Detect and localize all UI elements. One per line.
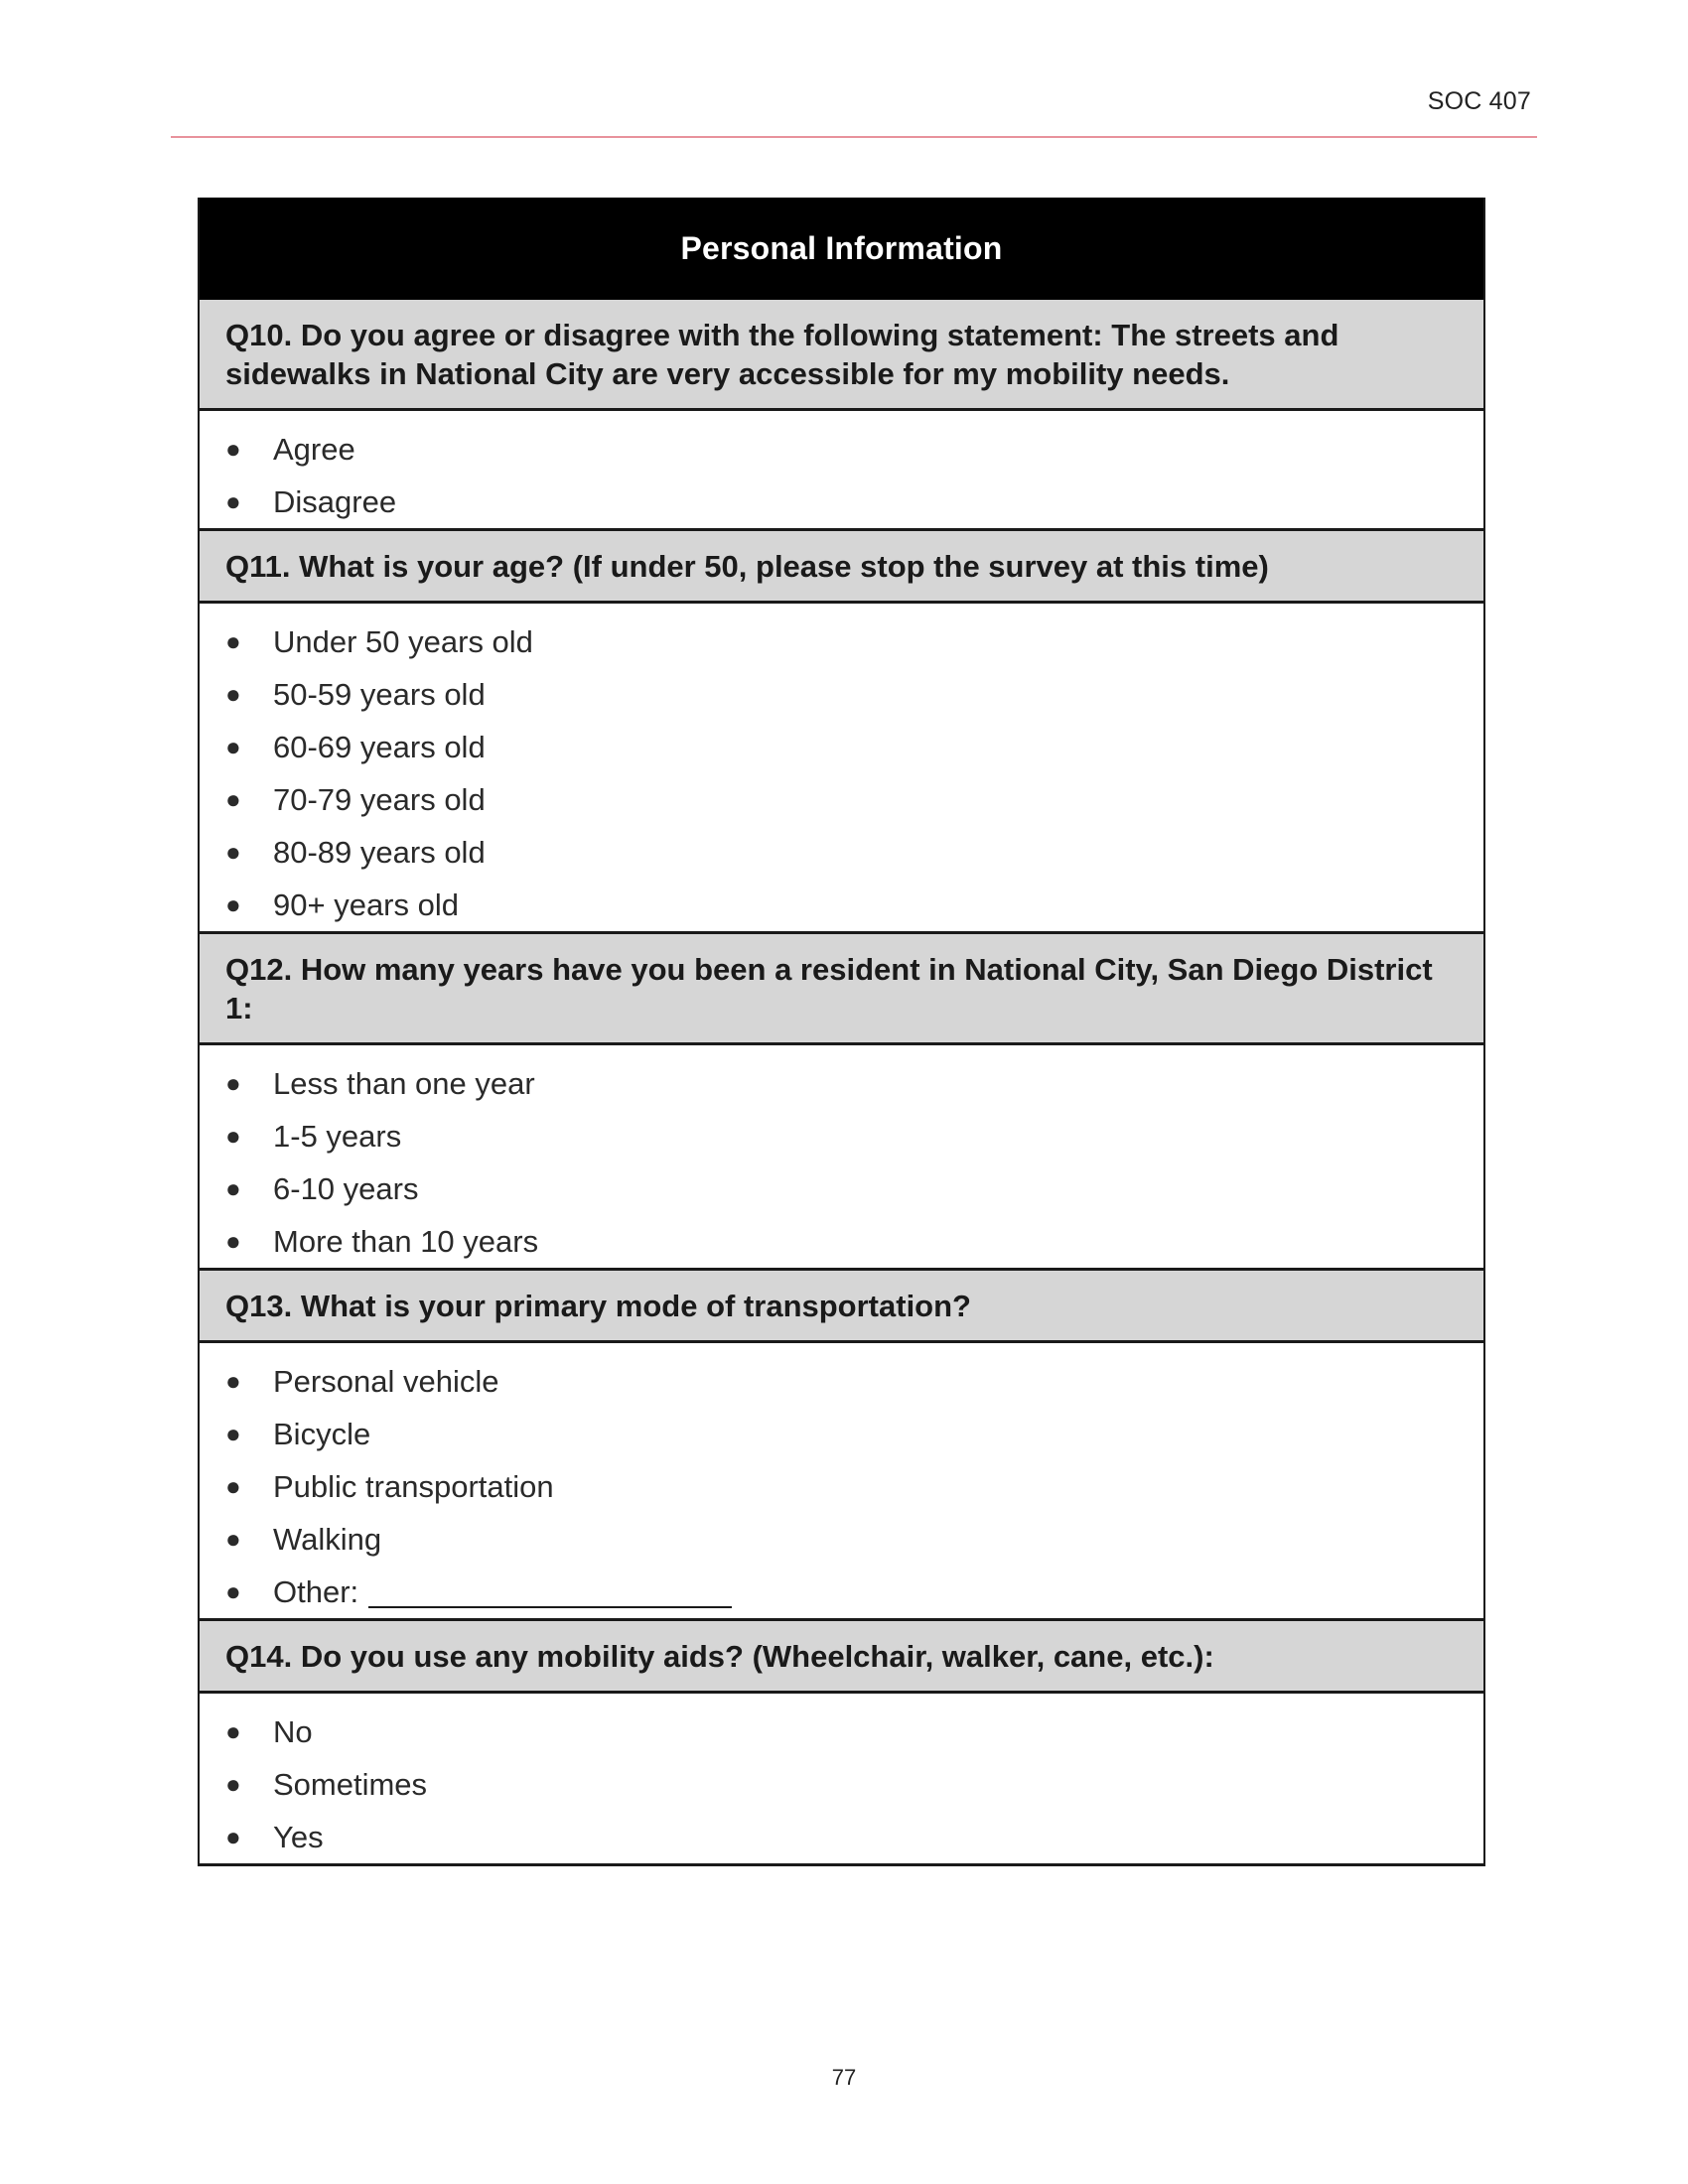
question-text: Q13. What is your primary mode of transportation? [225, 1288, 971, 1323]
bullet-icon: ● [225, 434, 241, 464]
option-item [200, 879, 1483, 931]
bullet-icon: ● [225, 732, 241, 761]
option-item [200, 1513, 1483, 1566]
option-label: 1-5 years [273, 1118, 402, 1154]
bullet-icon: ● [225, 626, 241, 656]
bullet-icon: ● [225, 1419, 241, 1448]
header-rule [171, 136, 1537, 138]
option-item [200, 1355, 1483, 1408]
option-label: More than 10 years [273, 1223, 539, 1259]
options-q11 [200, 604, 1483, 934]
question-text: Q14. Do you use any mobility aids? (Wheelchair, walker, cane, etc.): [225, 1638, 1214, 1674]
question-q12 [200, 934, 1483, 1045]
bullet-icon: ● [225, 679, 241, 709]
bullet-icon: ● [225, 486, 241, 516]
options-q14 [200, 1694, 1483, 1866]
option-item [200, 721, 1483, 773]
option-item [200, 1460, 1483, 1513]
option-label: Walking [273, 1521, 382, 1557]
option-item [200, 826, 1483, 879]
option-item [200, 1811, 1483, 1863]
question-q11 [200, 531, 1483, 604]
bullet-icon: ● [225, 1576, 241, 1606]
option-label: 90+ years old [273, 887, 459, 922]
option-item [200, 423, 1483, 476]
option-label: 50-59 years old [273, 676, 486, 712]
option-item [200, 1566, 1483, 1618]
question-q14 [200, 1621, 1483, 1694]
page-number: 77 [831, 2065, 857, 2090]
option-label: Less than one year [273, 1065, 535, 1101]
option-item [200, 1215, 1483, 1268]
option-label: Sometimes [273, 1766, 428, 1802]
survey-table [198, 198, 1485, 1866]
option-label: Agree [273, 431, 355, 467]
option-item [200, 615, 1483, 668]
bullet-icon: ● [225, 1471, 241, 1501]
bullet-icon: ● [225, 1769, 241, 1799]
options-q13 [200, 1343, 1483, 1621]
bullet-icon: ● [225, 1121, 241, 1151]
bullet-icon: ● [225, 1524, 241, 1554]
bullet-icon: ● [225, 1822, 241, 1851]
bullet-icon: ● [225, 837, 241, 867]
bullet-icon: ● [225, 1068, 241, 1098]
bullet-icon: ● [225, 1366, 241, 1396]
question-q13 [200, 1271, 1483, 1343]
option-label: Under 50 years old [273, 623, 533, 659]
option-label: 60-69 years old [273, 729, 486, 764]
option-label: Disagree [273, 483, 397, 519]
option-item [200, 668, 1483, 721]
question-text: Q11. What is your age? (If under 50, please stop the survey at this time) [225, 548, 1269, 584]
option-label: Public transportation [273, 1468, 554, 1504]
option-item [200, 1408, 1483, 1460]
option-label: Personal vehicle [273, 1363, 499, 1399]
other-write-in-line[interactable] [368, 1576, 732, 1608]
section-title: Personal Information [200, 198, 1483, 300]
question-text: Q12. How many years have you been a resident in National City, San Diego District 1: [225, 951, 1433, 1025]
option-label: 80-89 years old [273, 834, 486, 870]
option-item [200, 476, 1483, 528]
option-item [200, 773, 1483, 826]
option-item [200, 1162, 1483, 1215]
option-label: Bicycle [273, 1416, 371, 1451]
question-q10 [200, 300, 1483, 411]
option-item [200, 1758, 1483, 1811]
option-item [200, 1110, 1483, 1162]
option-label: Other: [273, 1573, 359, 1609]
bullet-icon: ● [225, 1173, 241, 1203]
option-item [200, 1706, 1483, 1758]
bullet-icon: ● [225, 784, 241, 814]
option-label: 6-10 years [273, 1170, 419, 1206]
option-item [200, 1057, 1483, 1110]
option-label: 70-79 years old [273, 781, 486, 817]
bullet-icon: ● [225, 1716, 241, 1746]
option-label: No [273, 1713, 313, 1749]
bullet-icon: ● [225, 889, 241, 919]
course-code: SOC 407 [1427, 87, 1531, 115]
question-text: Q10. Do you agree or disagree with the following statement: The streets and sidewalks in National City are very accessible for my mobility needs. [225, 317, 1339, 391]
options-q10 [200, 411, 1483, 531]
option-label: Yes [273, 1819, 324, 1854]
bullet-icon: ● [225, 1226, 241, 1256]
options-q12 [200, 1045, 1483, 1271]
